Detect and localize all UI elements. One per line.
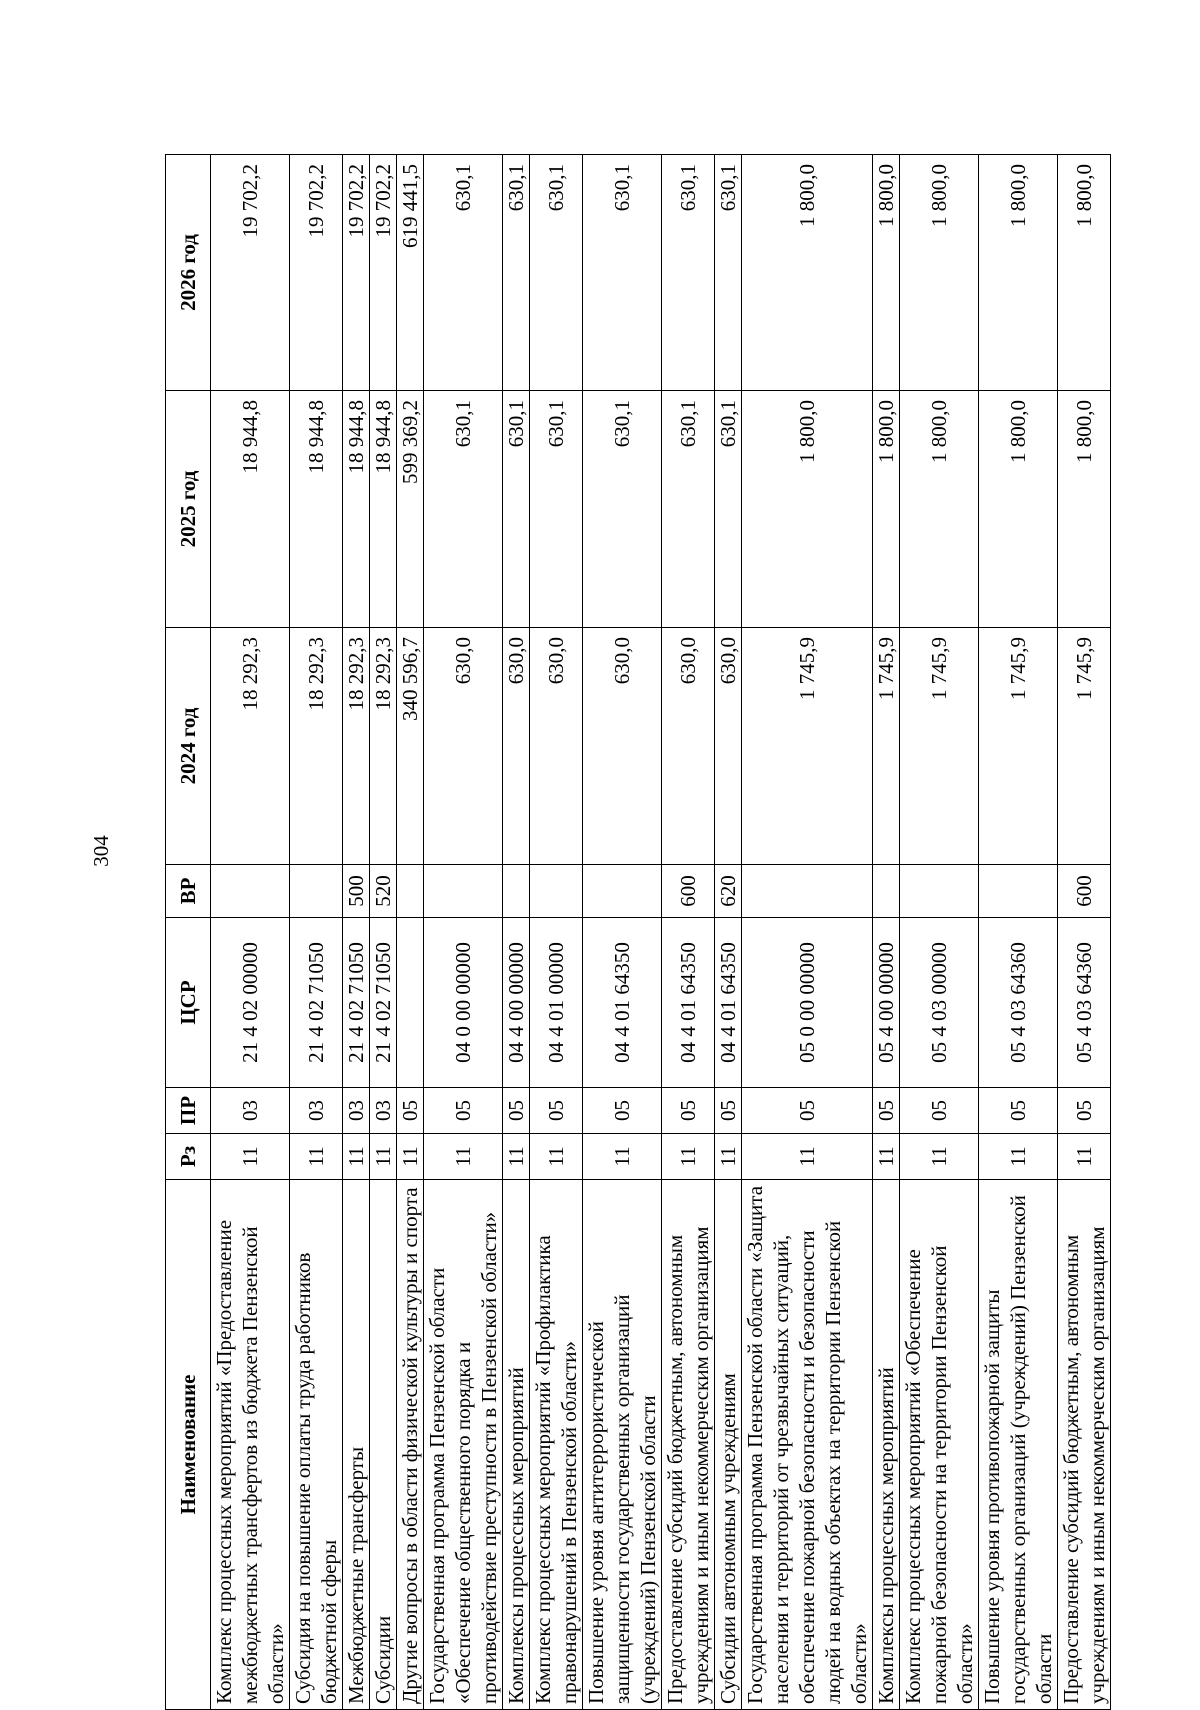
cell-2024: 1 745,9 bbox=[900, 628, 979, 865]
cell-csr: 05 4 03 00000 bbox=[900, 918, 979, 1088]
cell-2026: 630,1 bbox=[503, 155, 530, 391]
cell-2024: 1 745,9 bbox=[979, 628, 1058, 865]
cell-name: Межбюджетные трансферты bbox=[343, 1180, 370, 1710]
cell-name: Комплексы процессных мероприятий bbox=[503, 1180, 530, 1710]
table-row bbox=[503, 155, 530, 1710]
cell-csr: 05 4 00 00000 bbox=[873, 918, 900, 1088]
cell-rz: 11 bbox=[1058, 1134, 1111, 1180]
table-row bbox=[211, 155, 290, 1710]
budget-table bbox=[165, 154, 1111, 1710]
cell-2025: 1 800,0 bbox=[742, 391, 873, 628]
cell-vr bbox=[583, 865, 662, 918]
cell-name: Государственная программа Пензенской области «Обеспечение общественного порядка и противодействие преступности в Пензенской области» bbox=[424, 1180, 503, 1710]
cell-pr: 05 bbox=[397, 1088, 424, 1134]
cell-rz: 11 bbox=[530, 1134, 583, 1180]
cell-vr: 520 bbox=[370, 865, 397, 918]
cell-2026: 19 702,2 bbox=[290, 155, 343, 391]
cell-rz: 11 bbox=[211, 1134, 290, 1180]
cell-2026: 630,1 bbox=[583, 155, 662, 391]
rotated-page-content bbox=[165, 155, 1109, 1710]
cell-pr: 05 bbox=[1058, 1088, 1111, 1134]
table-row bbox=[742, 155, 873, 1710]
cell-vr bbox=[900, 865, 979, 918]
page-number: 304 bbox=[89, 835, 113, 867]
cell-csr bbox=[397, 918, 424, 1088]
cell-2024: 18 292,3 bbox=[370, 628, 397, 865]
cell-name: Предоставление субсидий бюджетным, автономным учреждениям и иным некоммерческим организациям bbox=[662, 1180, 715, 1710]
cell-2024: 630,0 bbox=[715, 628, 742, 865]
table-row bbox=[343, 155, 370, 1710]
cell-2024: 18 292,3 bbox=[211, 628, 290, 865]
cell-pr: 03 bbox=[370, 1088, 397, 1134]
cell-2026: 19 702,2 bbox=[211, 155, 290, 391]
cell-pr: 05 bbox=[900, 1088, 979, 1134]
table-row bbox=[397, 155, 424, 1710]
cell-csr: 04 4 00 00000 bbox=[503, 918, 530, 1088]
cell-vr: 600 bbox=[662, 865, 715, 918]
cell-pr: 05 bbox=[742, 1088, 873, 1134]
cell-csr: 21 4 02 71050 bbox=[343, 918, 370, 1088]
cell-2024: 630,0 bbox=[424, 628, 503, 865]
cell-rz: 11 bbox=[979, 1134, 1058, 1180]
cell-2024: 630,0 bbox=[662, 628, 715, 865]
cell-csr: 05 4 03 64360 bbox=[979, 918, 1058, 1088]
cell-csr: 21 4 02 71050 bbox=[290, 918, 343, 1088]
cell-pr: 05 bbox=[715, 1088, 742, 1134]
cell-pr: 05 bbox=[662, 1088, 715, 1134]
cell-rz: 11 bbox=[343, 1134, 370, 1180]
cell-2026: 630,1 bbox=[530, 155, 583, 391]
table-row bbox=[290, 155, 343, 1710]
cell-2024: 630,0 bbox=[503, 628, 530, 865]
cell-2026: 630,1 bbox=[715, 155, 742, 391]
cell-pr: 03 bbox=[290, 1088, 343, 1134]
cell-csr: 21 4 02 71050 bbox=[370, 918, 397, 1088]
cell-vr: 500 bbox=[343, 865, 370, 918]
table-row bbox=[583, 155, 662, 1710]
cell-name: Комплекс процессных мероприятий «Профилактика правонарушений в Пензенской области» bbox=[530, 1180, 583, 1710]
cell-vr bbox=[503, 865, 530, 918]
table-row bbox=[873, 155, 900, 1710]
cell-2025: 18 944,8 bbox=[343, 391, 370, 628]
table-row bbox=[979, 155, 1058, 1710]
cell-vr bbox=[979, 865, 1058, 918]
header-2024: 2024 год bbox=[166, 628, 211, 865]
cell-pr: 05 bbox=[424, 1088, 503, 1134]
cell-2026: 630,1 bbox=[424, 155, 503, 391]
header-2026: 2026 год bbox=[166, 155, 211, 391]
header-vr: ВР bbox=[166, 865, 211, 918]
cell-2024: 1 745,9 bbox=[742, 628, 873, 865]
cell-csr: 04 4 01 64350 bbox=[583, 918, 662, 1088]
cell-2024: 630,0 bbox=[530, 628, 583, 865]
cell-vr bbox=[873, 865, 900, 918]
header-rz: Рз bbox=[166, 1134, 211, 1180]
cell-2026: 19 702,2 bbox=[370, 155, 397, 391]
cell-rz: 11 bbox=[873, 1134, 900, 1180]
cell-rz: 11 bbox=[715, 1134, 742, 1180]
cell-pr: 05 bbox=[873, 1088, 900, 1134]
cell-vr: 600 bbox=[1058, 865, 1111, 918]
cell-vr bbox=[742, 865, 873, 918]
cell-2026: 1 800,0 bbox=[873, 155, 900, 391]
cell-rz: 11 bbox=[742, 1134, 873, 1180]
cell-2025: 599 369,2 bbox=[397, 391, 424, 628]
cell-2025: 630,1 bbox=[662, 391, 715, 628]
cell-2024: 340 596,7 bbox=[397, 628, 424, 865]
cell-2026: 1 800,0 bbox=[1058, 155, 1111, 391]
cell-name: Комплекс процессных мероприятий «Обеспечение пожарной безопасности на территории Пензенской области» bbox=[900, 1180, 979, 1710]
cell-2026: 1 800,0 bbox=[900, 155, 979, 391]
cell-2026: 630,1 bbox=[662, 155, 715, 391]
table-row bbox=[1058, 155, 1111, 1710]
cell-rz: 11 bbox=[900, 1134, 979, 1180]
cell-name: Субсидия на повышение оплаты труда работников бюджетной сферы bbox=[290, 1180, 343, 1710]
cell-rz: 11 bbox=[370, 1134, 397, 1180]
header-csr: ЦСР bbox=[166, 918, 211, 1088]
cell-rz: 11 bbox=[290, 1134, 343, 1180]
table-row bbox=[715, 155, 742, 1710]
cell-rz: 11 bbox=[662, 1134, 715, 1180]
cell-csr: 04 4 01 64350 bbox=[662, 918, 715, 1088]
cell-2025: 1 800,0 bbox=[1058, 391, 1111, 628]
cell-vr bbox=[290, 865, 343, 918]
cell-name: Субсидии автономным учреждениям bbox=[715, 1180, 742, 1710]
cell-vr: 620 bbox=[715, 865, 742, 918]
cell-2026: 19 702,2 bbox=[343, 155, 370, 391]
cell-2025: 630,1 bbox=[583, 391, 662, 628]
table-row bbox=[662, 155, 715, 1710]
table-row bbox=[424, 155, 503, 1710]
header-name: Наименование bbox=[166, 1180, 211, 1710]
cell-vr bbox=[211, 865, 290, 918]
header-row bbox=[166, 155, 211, 1710]
cell-name: Комплексы процессных мероприятий bbox=[873, 1180, 900, 1710]
table-header bbox=[166, 155, 211, 1710]
cell-2024: 630,0 bbox=[583, 628, 662, 865]
cell-name: Другие вопросы в области физической культуры и спорта bbox=[397, 1180, 424, 1710]
cell-2025: 630,1 bbox=[503, 391, 530, 628]
cell-name: Предоставление субсидий бюджетным, автономным учреждениям и иным некоммерческим организациям bbox=[1058, 1180, 1111, 1710]
table-row bbox=[530, 155, 583, 1710]
cell-2026: 1 800,0 bbox=[979, 155, 1058, 391]
cell-2026: 619 441,5 bbox=[397, 155, 424, 391]
cell-csr: 05 0 00 00000 bbox=[742, 918, 873, 1088]
cell-rz: 11 bbox=[583, 1134, 662, 1180]
cell-rz: 11 bbox=[424, 1134, 503, 1180]
cell-name: Комплекс процессных мероприятий «Предоставление межбюджетных трансфертов из бюджета Пензенской области» bbox=[211, 1180, 290, 1710]
cell-vr bbox=[530, 865, 583, 918]
cell-csr: 21 4 02 00000 bbox=[211, 918, 290, 1088]
table-body bbox=[211, 155, 1111, 1710]
cell-rz: 11 bbox=[503, 1134, 530, 1180]
cell-2025: 1 800,0 bbox=[873, 391, 900, 628]
cell-2024: 18 292,3 bbox=[290, 628, 343, 865]
cell-csr: 05 4 03 64360 bbox=[1058, 918, 1111, 1088]
cell-2025: 18 944,8 bbox=[211, 391, 290, 628]
cell-2024: 1 745,9 bbox=[1058, 628, 1111, 865]
cell-2025: 630,1 bbox=[715, 391, 742, 628]
cell-2024: 1 745,9 bbox=[873, 628, 900, 865]
cell-rz: 11 bbox=[397, 1134, 424, 1180]
table-row bbox=[900, 155, 979, 1710]
cell-2025: 18 944,8 bbox=[370, 391, 397, 628]
cell-vr bbox=[397, 865, 424, 918]
cell-2026: 1 800,0 bbox=[742, 155, 873, 391]
header-2025: 2025 год bbox=[166, 391, 211, 628]
cell-name: Субсидии bbox=[370, 1180, 397, 1710]
cell-2025: 1 800,0 bbox=[900, 391, 979, 628]
cell-pr: 05 bbox=[583, 1088, 662, 1134]
cell-name: Повышение уровня противопожарной защиты государственных организаций (учреждений) Пензенской области bbox=[979, 1180, 1058, 1710]
cell-2025: 18 944,8 bbox=[290, 391, 343, 628]
cell-name: Повышение уровня антитеррористической защищенности государственных организаций (учреждений) Пензенской области bbox=[583, 1180, 662, 1710]
cell-csr: 04 0 00 00000 bbox=[424, 918, 503, 1088]
cell-pr: 03 bbox=[343, 1088, 370, 1134]
cell-pr: 05 bbox=[503, 1088, 530, 1134]
cell-2024: 18 292,3 bbox=[343, 628, 370, 865]
cell-csr: 04 4 01 00000 bbox=[530, 918, 583, 1088]
cell-2025: 1 800,0 bbox=[979, 391, 1058, 628]
cell-2025: 630,1 bbox=[424, 391, 503, 628]
cell-vr bbox=[424, 865, 503, 918]
table-row bbox=[370, 155, 397, 1710]
cell-pr: 05 bbox=[979, 1088, 1058, 1134]
header-pr: ПР bbox=[166, 1088, 211, 1134]
cell-pr: 05 bbox=[530, 1088, 583, 1134]
cell-name: Государственная программа Пензенской области «Защита населения и территорий от чрезвычайных ситуаций, обеспечение пожарной безопасности и безопасности людей на водных объектах на территории Пензенской области» bbox=[742, 1180, 873, 1710]
cell-pr: 03 bbox=[211, 1088, 290, 1134]
cell-2025: 630,1 bbox=[530, 391, 583, 628]
cell-csr: 04 4 01 64350 bbox=[715, 918, 742, 1088]
